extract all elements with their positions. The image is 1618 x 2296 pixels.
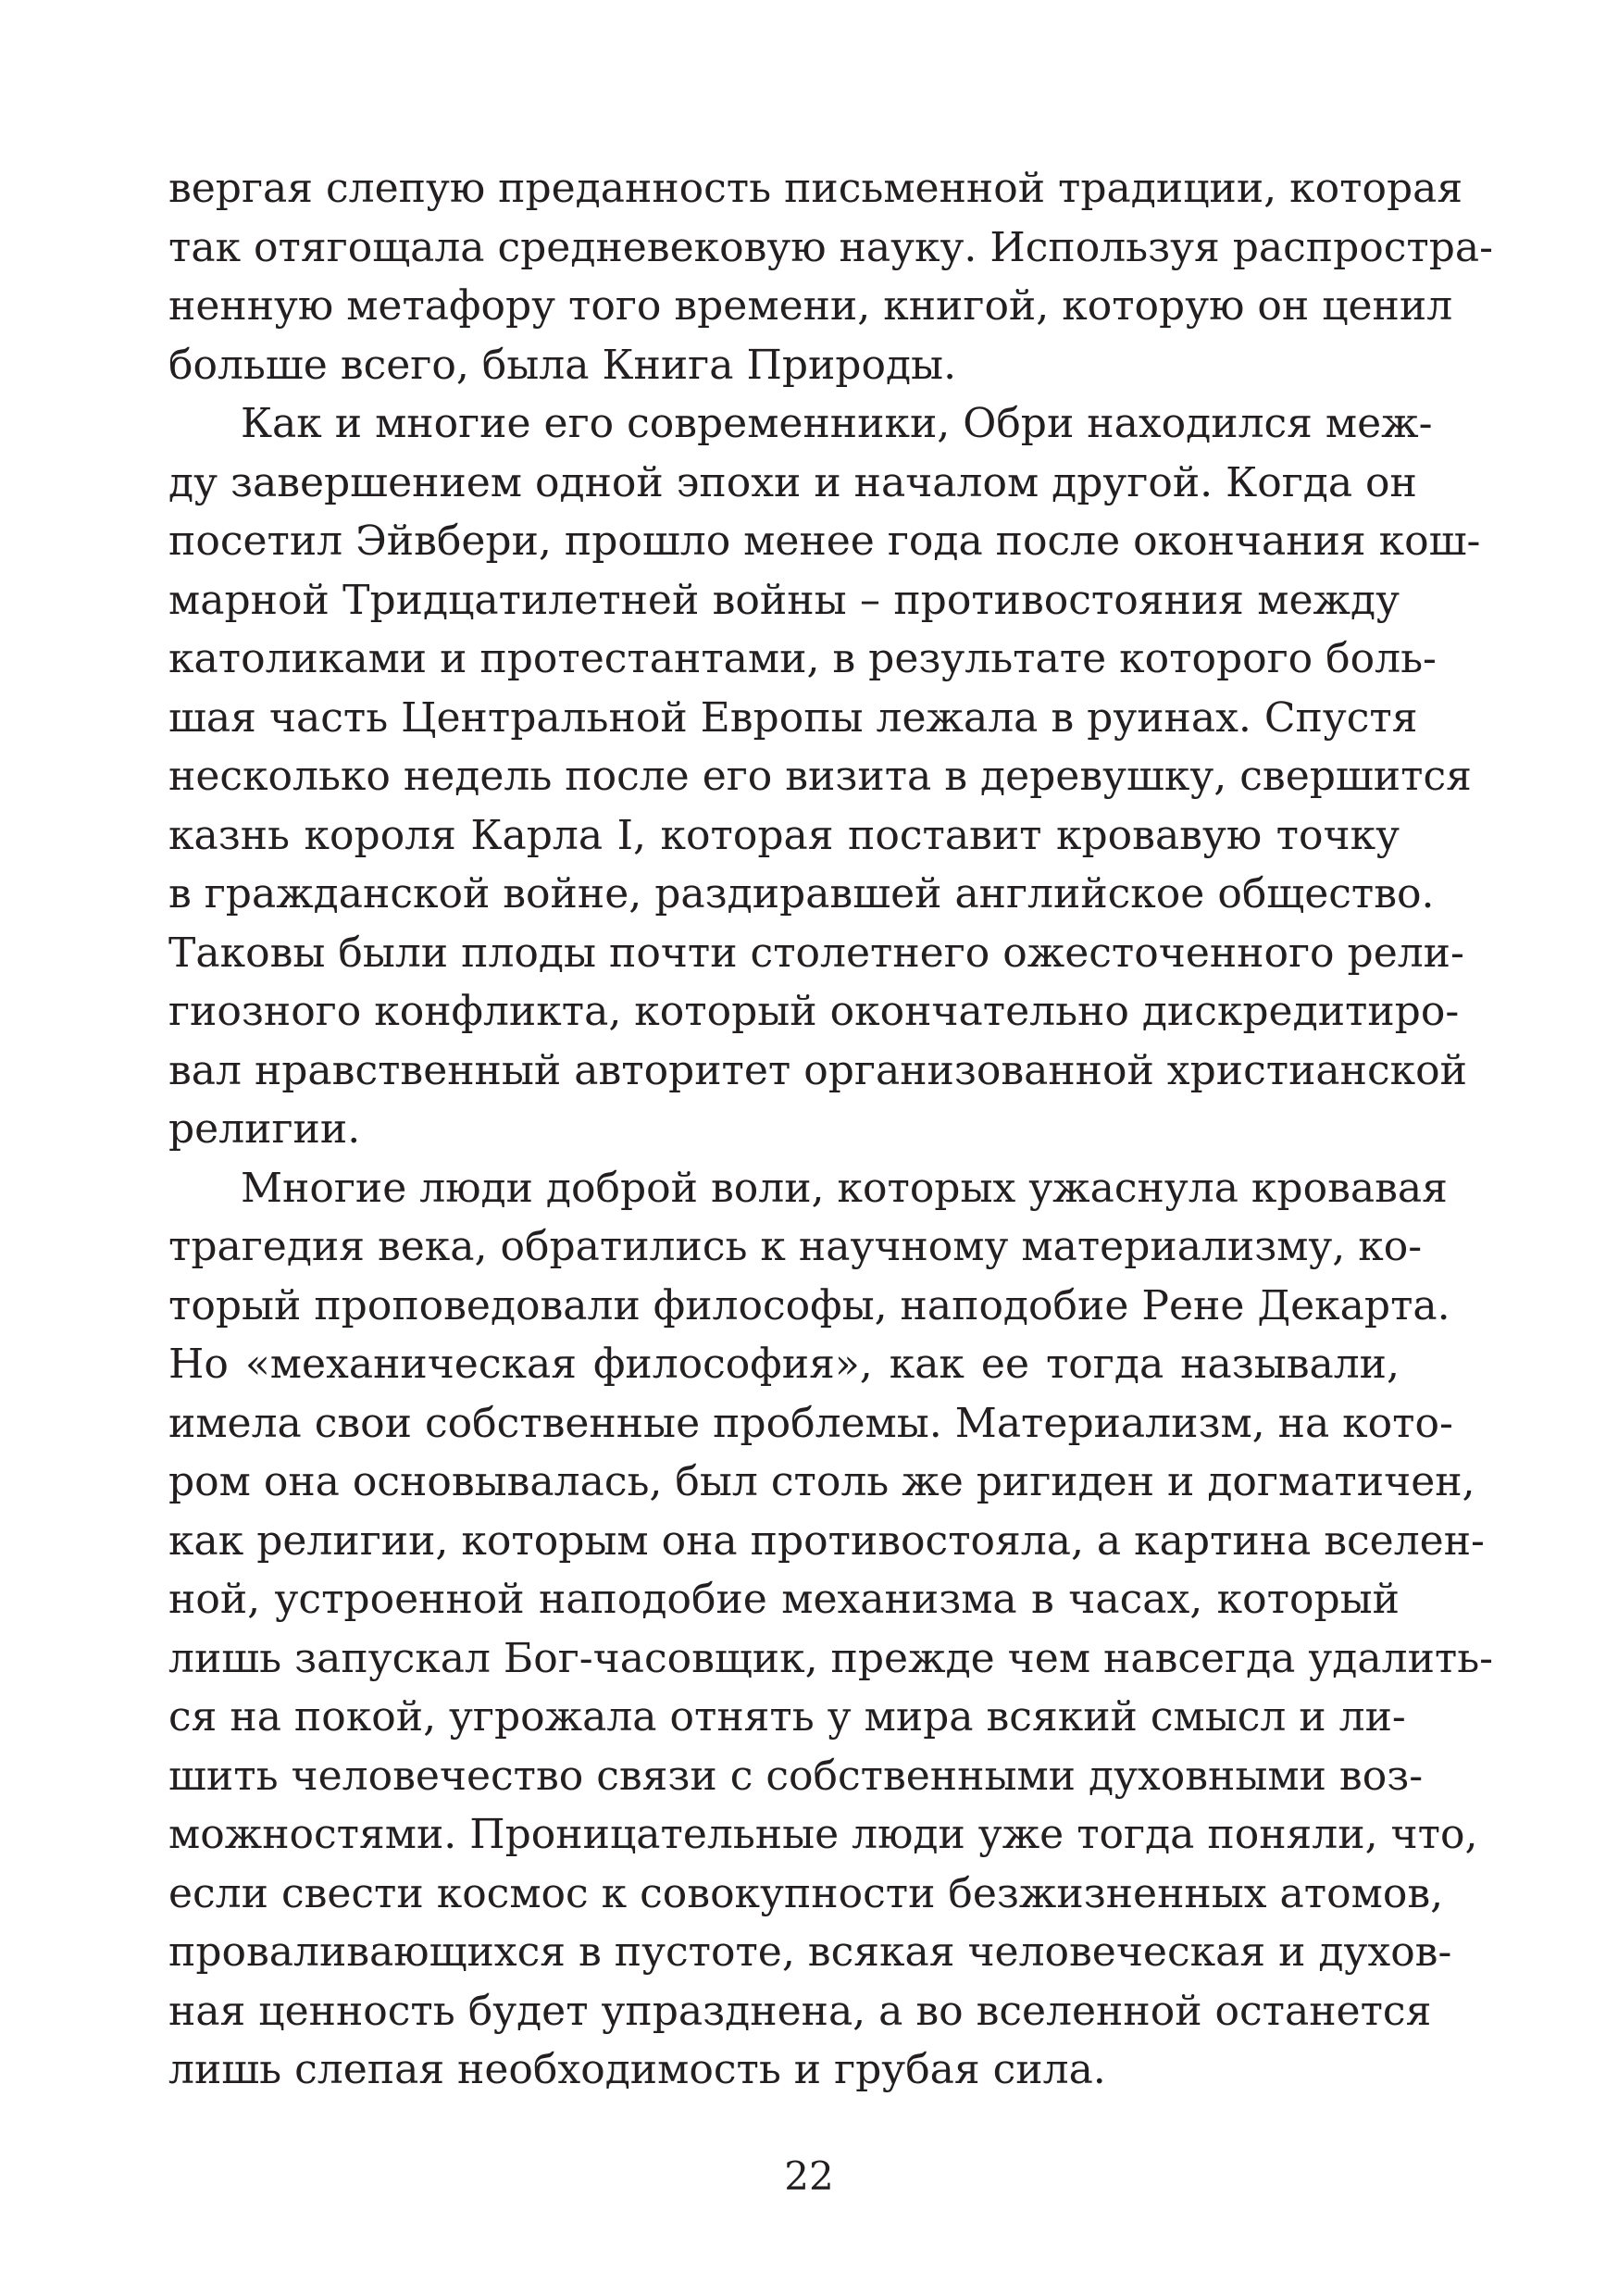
text-line: Таковы были плоды почти столетнего ожесточенного рели- — [168, 929, 1464, 977]
text-line: шая часть Центральной Европы лежала в руинах. Спустя — [168, 693, 1418, 742]
paragraph — [168, 394, 1481, 1159]
text-line: Многие люди доброй воли, которых ужаснула кровавая — [241, 1164, 1448, 1212]
text-line: Но «механическая философия», как ее тогда называли, — [168, 1341, 1400, 1388]
text-line: имела свои собственные проблемы. Материализм, на кото- — [168, 1399, 1453, 1447]
text-line: ся на покой, угрожала отнять у мира всякий смысл и ли- — [168, 1693, 1406, 1741]
text-line: несколько недель после его визита в деревушку, свершится — [168, 753, 1472, 800]
text-line: ная ценность будет упразднена, а во вселенной останется — [168, 1987, 1432, 2035]
text-line: ненную метафору того времени, книгой, которую он ценил — [168, 282, 1453, 330]
text-line: гиозного конфликта, который окончательно дискредитиро- — [168, 988, 1460, 1035]
text-line: трагедия века, обратились к научному материализму, ко- — [168, 1223, 1423, 1270]
text-line: если свести космос к совокупности безжизненных атомов, — [168, 1869, 1444, 1917]
text-line: проваливающихся в пустоте, всякая человеческая и духов- — [168, 1928, 1452, 1976]
text-line: вергая слепую преданность письменной традиции, которая — [168, 165, 1463, 212]
text-line: так отягощала средневековую науку. Используя распростра- — [168, 223, 1494, 271]
text-line: ной, устроенной наподобие механизма в часах, который — [168, 1576, 1400, 1623]
text-line: лишь запускал Бог-часовщик, прежде чем навсегда удалить- — [168, 1634, 1494, 1682]
text-line: марной Тридцатилетней войны – противостояния между — [168, 576, 1400, 624]
page-number: 22 — [784, 2153, 834, 2199]
text-line: торый проповедовали философы, наподобие Рене Декарта. — [168, 1281, 1450, 1329]
text-line: можностями. Проницательные люди уже тогда поняли, что, — [168, 1811, 1478, 1858]
text-line: ду завершением одной эпохи и началом другой. Когда он — [168, 458, 1417, 506]
text-line: шить человечество связи с собственными духовными воз- — [168, 1752, 1424, 1800]
text-line: религии. — [168, 1105, 361, 1153]
text-line: вал нравственный авторитет организованной христианской — [168, 1046, 1467, 1094]
text-line: католиками и протестантами, в результате которого боль- — [168, 635, 1437, 682]
text-line: посетил Эйвбери, прошло менее года после окончания кош- — [168, 518, 1481, 565]
text-line: Как и многие его современники, Обри находился меж- — [241, 400, 1433, 447]
text-line: лишь слепая необходимость и грубая сила. — [168, 2046, 1106, 2093]
text-line: больше всего, была Книга Природы. — [168, 341, 957, 389]
paragraph — [168, 159, 1494, 394]
paragraph — [168, 1159, 1494, 2100]
text-line: как религии, которым она противостояла, а картина вселен- — [168, 1516, 1485, 1565]
body-text — [168, 159, 1494, 2100]
text-line: казнь короля Карла I, которая поставит кровавую точку — [168, 811, 1400, 859]
text-line: в гражданской войне, раздиравшей английское общество. — [168, 870, 1435, 917]
text-line: ром она основывалась, был столь же ригиден и догматичен, — [168, 1458, 1475, 1505]
